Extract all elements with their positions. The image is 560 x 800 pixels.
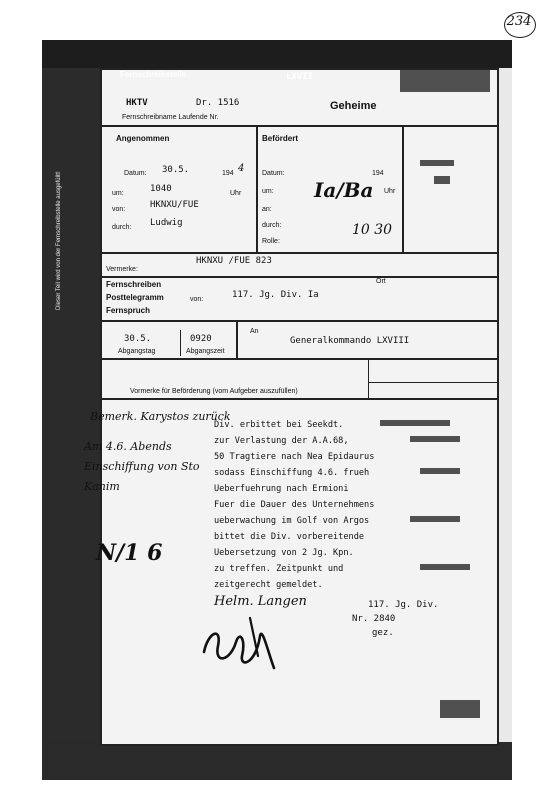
type-posttelegramm: Posttelegramm	[106, 293, 164, 302]
body-line: Ueberfuehrung nach Ermioni	[214, 484, 349, 494]
divider	[100, 320, 497, 322]
forwarded-year-label: 194	[372, 170, 384, 177]
received-date: 30.5.	[162, 165, 190, 175]
forwarded-an-label: an:	[262, 206, 272, 213]
divider	[236, 322, 238, 358]
page-number: 234	[506, 14, 532, 29]
type-von-label: von:	[190, 296, 204, 303]
margin-note: Am 4.6. Abends	[84, 440, 172, 453]
secret-label: Geheime	[330, 100, 377, 112]
received-von-label: von:	[112, 206, 126, 213]
received-uhr-label: Uhr	[230, 190, 242, 197]
dispatch-time-label: Abgangszeit	[186, 348, 225, 355]
type-ort-label: Ort	[376, 278, 386, 285]
forwarded-durch-label: durch:	[262, 222, 282, 229]
hand-mark-left: N/1 6	[96, 540, 163, 566]
name-label: Fernschreibname Laufende Nr.	[122, 114, 219, 121]
sender-code: HKTV	[126, 98, 148, 108]
type-fernspruch: Fernspruch	[106, 306, 151, 315]
scan-noise	[434, 176, 450, 184]
margin-note: Kanim	[84, 480, 120, 493]
body-line: bittet die Div. vorbereitende	[214, 532, 365, 542]
hand-signature: Helm. Langen	[214, 594, 307, 609]
scan-noise	[420, 160, 454, 166]
dispatch-time: 0920	[190, 334, 212, 344]
received-title: Angenommen	[116, 134, 170, 143]
forwarded-hand-numbers: 10 30	[352, 222, 393, 238]
received-durch-label: durch:	[112, 224, 132, 231]
forwarded-uhr-label: Uhr	[384, 188, 396, 195]
margin-note: Einschiffung von Sto	[84, 460, 200, 473]
body-line: Div. erbittet bei Seekdt.	[214, 420, 344, 430]
divider	[100, 398, 497, 400]
scan-noise	[420, 564, 470, 570]
sidebar-note: Dieser Teil wird von der Fernschreibstelle ausgefüllt!	[56, 171, 62, 310]
divider	[100, 125, 497, 127]
type-fernschreiben: Fernschreiben	[106, 280, 162, 289]
divider	[100, 358, 497, 360]
received-time: 1040	[150, 184, 172, 194]
telegram-form	[100, 68, 499, 746]
margin-note: Bemerk. Karystos zurück	[90, 410, 231, 423]
body-line: zur Verlastung der A.A.68,	[214, 436, 349, 446]
body-line: 50 Tragtiere nach Nea Epidaurus	[214, 452, 375, 462]
forwarded-initials: Ia/Ba	[314, 178, 374, 202]
received-by: Ludwig	[150, 218, 183, 228]
office-stamp: LXVII	[286, 72, 314, 82]
scan-shadow-bottom	[42, 742, 512, 780]
scan-noise	[420, 468, 460, 474]
received-from: HKNXU/FUE	[150, 200, 199, 210]
scan-noise	[440, 700, 480, 718]
office-label: Fernschreibstelle	[120, 70, 187, 79]
body-line: sodass Einschiffung 4.6. frueh	[214, 468, 370, 478]
vermerke-label: Vermerke:	[106, 266, 138, 273]
scan-noise	[410, 516, 460, 522]
divider	[368, 358, 369, 398]
body-line: Fuer die Dauer des Unternehmens	[214, 500, 375, 510]
priority-label: Vormerke für Beförderung (vom Aufgeber auszufüllen)	[130, 388, 298, 395]
type-from: 117. Jg. Div. Ia	[232, 290, 319, 300]
dispatch-date-label: Abgangstag	[118, 348, 156, 355]
vermerke-value: HKNXU /FUE 823	[196, 256, 272, 266]
body-line: Uebersetzung von 2 Jg. Kpn.	[214, 548, 354, 558]
dispatch-to: Generalkommando LXVIII	[290, 336, 410, 346]
body-line: ueberwachung im Golf von Argos	[214, 516, 370, 526]
received-year-digit: 4	[238, 163, 245, 174]
divider	[100, 276, 497, 278]
body-line: zu treffen. Zeitpunkt und	[214, 564, 344, 574]
received-date-label: Datum:	[124, 170, 147, 177]
dispatch-date: 30.5.	[124, 334, 152, 344]
signature-number: Nr. 2840	[352, 614, 396, 624]
forwarded-rolle-label: Rolle:	[262, 238, 280, 245]
serial-number: Dr. 1516	[196, 98, 240, 108]
divider	[368, 382, 497, 383]
forwarded-date-label: Datum:	[262, 170, 285, 177]
signature-scribble	[196, 612, 286, 676]
divider	[402, 127, 404, 252]
signature-gez: gez.	[372, 628, 394, 638]
body-line: zeitgerecht gemeldet.	[214, 580, 323, 590]
received-um-label: um:	[112, 190, 124, 197]
scan-noise	[410, 436, 460, 442]
signature-unit: 117. Jg. Div.	[368, 600, 439, 610]
dispatch-an-label: An	[250, 328, 259, 335]
divider	[180, 330, 181, 356]
divider	[256, 127, 258, 252]
forwarded-title: Befördert	[262, 134, 299, 143]
scan-shadow-top	[42, 40, 512, 68]
scan-noise	[400, 70, 490, 92]
scan-noise	[380, 420, 450, 426]
forwarded-um-label: um:	[262, 188, 274, 195]
divider	[100, 252, 497, 254]
received-year-label: 194	[222, 170, 234, 177]
